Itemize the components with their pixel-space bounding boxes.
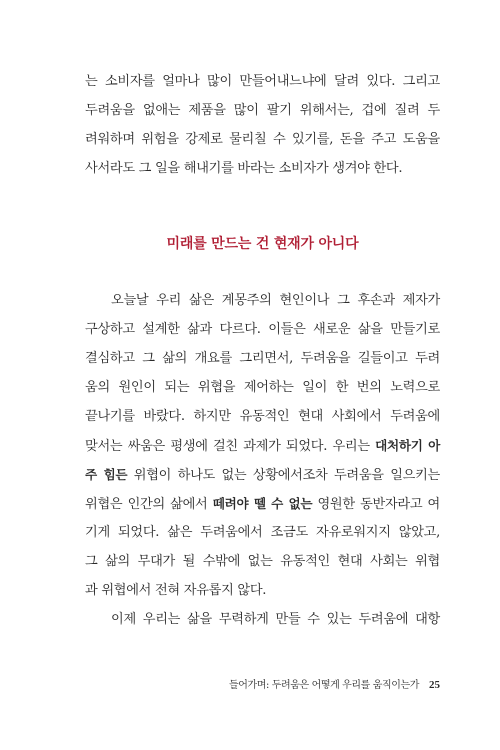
- paragraph-line: 끝나기를 바랐다. 하지만 유동적인 현대 사회에서 두려움에: [85, 409, 440, 424]
- emphasis-text: 주 힘든: [85, 467, 128, 482]
- section-heading: 미래를 만드는 건 현재가 아니다: [166, 236, 359, 252]
- line-segment: 위협이 하나도 없는 상황에서조차 두려움을 일으키는: [127, 468, 440, 483]
- page-number: 25: [429, 679, 440, 691]
- paragraph-line: 기게 되었다. 삶은 두려움에서 조금도 자유로워지지 않았고,: [85, 525, 440, 540]
- paragraph-line: 그 삶의 무대가 될 수밖에 없는 유동적인 현대 사회는 위협: [85, 554, 440, 569]
- paragraph-line: 사서라도 그 일을 해내기를 바라는 소비자가 생겨야 한다.: [85, 161, 403, 176]
- paragraph-line: [85, 431, 440, 460]
- paragraph-line: 오늘날 우리 삶은 계몽주의 현인이나 그 후손과 제자가: [111, 293, 440, 308]
- paragraph-1: [85, 67, 440, 183]
- line-segment: 영원한 동반자라고 여: [312, 497, 440, 512]
- emphasis-text: 대처하기 아: [375, 438, 440, 453]
- paragraph-line: 구상하고 설계한 삶과 다르다. 이들은 새로운 삶을 만들기로: [85, 322, 440, 337]
- emphasis-text: 떼려야 뗄 수 없는: [212, 496, 313, 511]
- paragraph-line: 는 소비자를 얼마나 많이 만들어내느냐에 달려 있다. 그리고: [85, 74, 440, 89]
- paragraph-line: 결심하고 그 삶의 개요를 그리면서, 두려움을 길들이고 두려: [85, 351, 440, 366]
- paragraph-line: [85, 489, 440, 518]
- paragraph-line: 두려움을 없애는 제품을 많이 팔기 위해서는, 겁에 질려 두: [85, 103, 440, 118]
- paragraph-line: 이제 우리는 삶을 무력하게 만들 수 있는 두려움에 대항: [111, 612, 440, 627]
- paragraph-line: [85, 460, 440, 489]
- line-segment: 위협은 인간의 삶에서: [85, 497, 213, 512]
- paragraph-line: 려워하며 위험을 강제로 물리칠 수 있기를, 돈을 주고 도움을: [85, 132, 440, 147]
- paragraph-line: 움의 원인이 되는 위협을 제어하는 일이 한 번의 노력으로: [85, 380, 440, 395]
- page-footer: [85, 676, 440, 691]
- running-title: 들어가며: 두려움은 어떻게 우리를 움직이는가: [228, 680, 419, 691]
- paragraph-line: 과 위협에서 전혀 자유롭지 않다.: [85, 583, 267, 598]
- line-segment: 맞서는 싸움은 평생에 걸친 과제가 되었다. 우리는: [85, 439, 376, 454]
- paragraph-2: [85, 286, 440, 634]
